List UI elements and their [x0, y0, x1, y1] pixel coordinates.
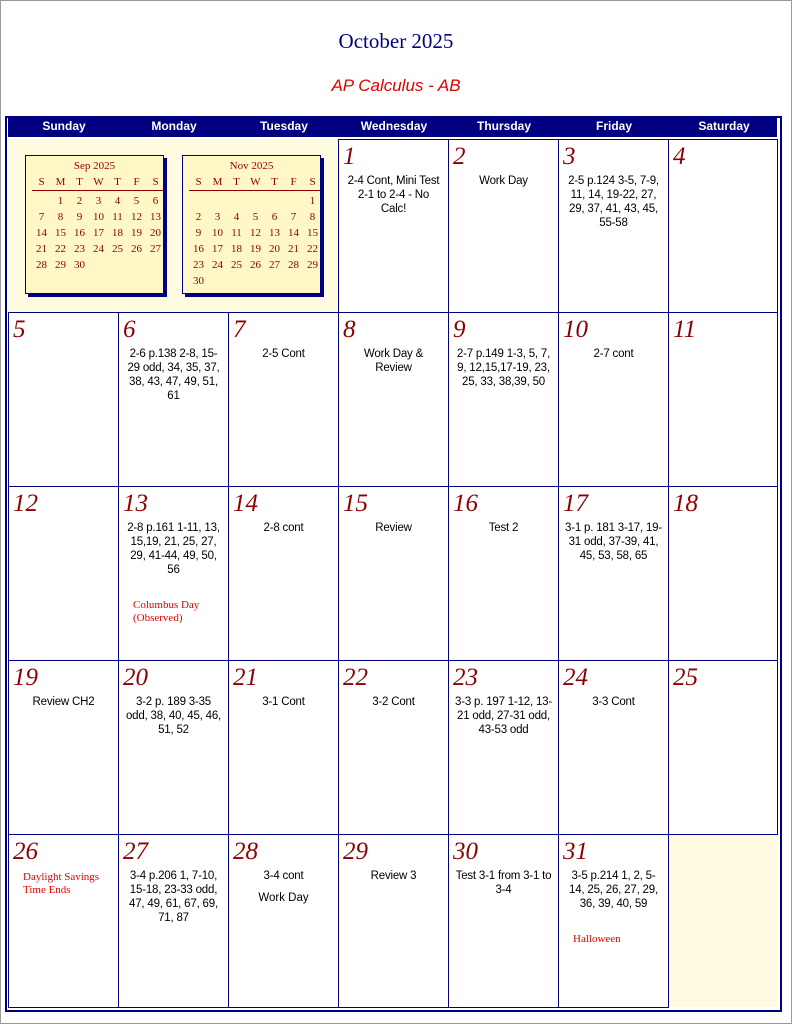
day-note: 3-4 p.206 1, 7-10, 15-18, 23-33 odd, 47, 49, 61, 67, 69, 71, 87: [129, 870, 218, 924]
day-note: 3-2 Cont: [372, 696, 415, 708]
day-cell-15[interactable]: [338, 486, 449, 661]
mini-calendar-day: 29: [55, 259, 66, 271]
day-cell-1[interactable]: [338, 139, 449, 313]
mini-calendar-title: Sep 2025: [73, 160, 116, 172]
day-note: 2-4 Cont, Mini Test 2-1 to 2-4 - No Calc!: [347, 175, 440, 215]
mini-calendar-day: [108, 257, 127, 273]
mini-calendar-day: 10: [212, 227, 223, 239]
mini-calendar-day: 16: [74, 227, 85, 239]
day-note: 2-5 Cont: [262, 348, 305, 360]
mini-calendar-day: 17: [212, 243, 223, 255]
day-number: 25: [673, 664, 698, 691]
mini-calendar-day: 24: [93, 243, 104, 255]
day-cell-13[interactable]: [118, 486, 229, 661]
day-number: 26: [13, 838, 38, 865]
mini-calendar-day: 14: [288, 227, 299, 239]
mini-calendar-day: 5: [133, 195, 140, 207]
mini-calendar-day: [246, 193, 265, 209]
mini-calendar-day: 27: [150, 243, 161, 255]
mini-calendar-day: 4: [233, 211, 240, 223]
mini-calendar-day: [146, 257, 165, 273]
day-number: 5: [13, 316, 26, 343]
mini-calendar-day: 8: [57, 211, 64, 223]
mini-calendar-day: 15: [307, 227, 318, 239]
day-number: 31: [563, 838, 588, 865]
day-note: Work Day & Review: [363, 348, 424, 374]
mini-calendar-day: 22: [55, 243, 66, 255]
mini-calendar-day: 1: [309, 195, 316, 207]
weekday-sunday: Sunday: [42, 119, 86, 133]
day-note: 3-1 Cont: [262, 696, 305, 708]
day-number: 18: [673, 490, 698, 517]
day-cell-3[interactable]: [558, 139, 669, 313]
day-cell-29[interactable]: [338, 834, 449, 1008]
day-cell-11[interactable]: [668, 312, 778, 487]
mini-calendar-day: 28: [288, 259, 299, 271]
mini-calendar-day: 11: [112, 211, 123, 223]
mini-calendar-day: 12: [250, 227, 261, 239]
mini-calendar-day: [284, 193, 303, 209]
day-number: 20: [123, 664, 148, 691]
weekday-thursday: Thursday: [476, 119, 531, 133]
mini-calendar-day: 2: [76, 195, 83, 207]
day-number: 2: [453, 143, 466, 170]
mini-calendar-day: 12: [131, 211, 142, 223]
mini-calendar-day: 7: [290, 211, 297, 223]
day-note: 3-2 p. 189 3-35 odd, 38, 40, 45, 46, 51, 52: [125, 696, 222, 736]
mini-calendar-day: [284, 273, 303, 289]
day-number: 22: [343, 664, 368, 691]
mini-calendar-day: 9: [76, 211, 83, 223]
weekday-wednesday: Wednesday: [360, 119, 428, 133]
mini-calendar-day: [127, 257, 146, 273]
mini-calendar-day: [227, 273, 246, 289]
day-cell-4[interactable]: [668, 139, 778, 313]
day-cell-28[interactable]: [228, 834, 339, 1008]
day-note: Work Day: [479, 175, 528, 187]
holiday-label: Columbus Day (Observed): [133, 599, 200, 624]
day-note: 3-5 p.214 1, 2, 5-14, 25, 26, 27, 29, 36, 39, 40, 59: [569, 870, 658, 910]
day-note: 2-7 p.149 1-3, 5, 7, 9, 12,15,17-19, 23, 25, 33, 38,39, 50: [456, 348, 551, 388]
day-note: 3-3 p. 197 1-12, 13-21 odd, 27-31 odd, 43-53 odd: [455, 696, 553, 736]
mini-calendar-day: 25: [112, 243, 123, 255]
mini-calendar-sep: [25, 155, 164, 294]
day-cell-5[interactable]: [8, 312, 119, 487]
mini-calendar-day: [303, 273, 322, 289]
mini-calendar-day: [189, 193, 208, 209]
day-note: 3-1 p. 181 3-17, 19-31 odd, 37-39, 41, 45, 53, 58, 65: [565, 522, 663, 562]
mini-calendar-day: 8: [309, 211, 316, 223]
mini-calendar-day: 3: [95, 195, 102, 207]
day-number: 11: [673, 316, 697, 343]
day-number: 4: [673, 143, 686, 170]
mini-calendar-day: 20: [269, 243, 280, 255]
day-cell-8[interactable]: [338, 312, 449, 487]
mini-calendar-day: 7: [38, 211, 45, 223]
mini-calendar-day: 23: [193, 259, 204, 271]
day-number: 30: [453, 838, 478, 865]
mini-calendar-title: Nov 2025: [229, 160, 274, 172]
day-cell-27[interactable]: [118, 834, 229, 1008]
day-number: 28: [233, 838, 258, 865]
mini-calendar-day: 19: [250, 243, 261, 255]
mini-calendar-day: [246, 273, 265, 289]
day-number: 3: [563, 143, 576, 170]
mini-calendar-day: 4: [114, 195, 121, 207]
day-number: 21: [233, 664, 258, 691]
day-cell-16[interactable]: [448, 486, 559, 661]
weekday-tuesday: Tuesday: [260, 119, 308, 133]
day-cell-31[interactable]: [558, 834, 669, 1008]
mini-calendar-day: 6: [152, 195, 159, 207]
mini-calendar-day: 26: [131, 243, 142, 255]
mini-calendar-day: 18: [231, 243, 242, 255]
mini-calendar-day: 9: [195, 227, 202, 239]
day-number: 17: [563, 490, 588, 517]
day-note-secondary: Work Day: [258, 892, 309, 904]
mini-calendar-day: [208, 193, 227, 209]
mini-calendar-day: 24: [212, 259, 223, 271]
day-note: Test 3-1 from 3-1 to 3-4: [455, 870, 552, 896]
day-cell-24[interactable]: [558, 660, 669, 835]
mini-calendar-day: 29: [307, 259, 318, 271]
day-number: 9: [453, 316, 466, 343]
day-cell-25[interactable]: [668, 660, 778, 835]
mini-calendar-day: 20: [150, 227, 161, 239]
mini-calendar-day: [89, 257, 108, 273]
day-note: 2-6 p.138 2-8, 15-29 odd, 34, 35, 37, 38, 43, 47, 49, 51, 61: [127, 348, 220, 402]
mini-calendar-days: [32, 193, 163, 273]
day-number: 6: [123, 316, 136, 343]
day-cell-17[interactable]: [558, 486, 669, 661]
mini-calendar-day: 13: [269, 227, 280, 239]
day-cell-2[interactable]: [448, 139, 559, 313]
mini-calendar-day: 19: [131, 227, 142, 239]
mini-calendar-day: 22: [307, 243, 318, 255]
mini-calendar-day: 15: [55, 227, 66, 239]
day-note: 2-8 p.161 1-11, 13, 15,19, 21, 25, 27, 29, 41-44, 49, 50, 56: [127, 522, 220, 576]
day-note: 3-3 Cont: [592, 696, 635, 708]
day-number: 27: [123, 838, 148, 865]
mini-calendar-day: 3: [214, 211, 221, 223]
mini-calendar-day: 5: [252, 211, 259, 223]
mini-calendar-day: 30: [74, 259, 85, 271]
mini-calendar-day: 6: [271, 211, 278, 223]
day-number: 19: [13, 664, 38, 691]
mini-calendar-day: 18: [112, 227, 123, 239]
day-cell-19[interactable]: [8, 660, 119, 835]
mini-calendar-day: 10: [93, 211, 104, 223]
weekday-saturday: Saturday: [698, 119, 750, 133]
mini-calendar-day: 2: [195, 211, 202, 223]
day-note: 2-5 p.124 3-5, 7-9, 11, 14, 19-22, 27, 29, 37, 41, 43, 45, 55-58: [568, 175, 659, 229]
day-cell-26[interactable]: [8, 834, 119, 1008]
weekday-monday: Monday: [151, 119, 197, 133]
day-number: 24: [563, 664, 588, 691]
mini-calendar-day: 23: [74, 243, 85, 255]
day-number: 13: [123, 490, 148, 517]
day-cell-22[interactable]: [338, 660, 449, 835]
mini-calendar-day: [208, 273, 227, 289]
day-note: 3-4 cont: [263, 870, 304, 882]
mini-calendar-day: 26: [250, 259, 261, 271]
mini-calendar-day: 17: [93, 227, 104, 239]
mini-calendar-day: 13: [150, 211, 161, 223]
course-subtitle: AP Calculus - AB: [331, 76, 461, 95]
day-note: 2-8 cont: [263, 522, 304, 534]
day-number: 16: [453, 490, 478, 517]
day-number: 1: [343, 143, 356, 170]
mini-calendar-day: 21: [288, 243, 299, 255]
day-note: Review CH2: [32, 696, 95, 708]
weekday-friday: Friday: [595, 119, 632, 133]
mini-calendar-day: 27: [269, 259, 280, 271]
day-number: 29: [343, 838, 368, 865]
mini-calendar-day: 11: [231, 227, 242, 239]
day-cell-18[interactable]: [668, 486, 778, 661]
mini-calendar-day: 25: [231, 259, 242, 271]
mini-calendar-day: 28: [36, 259, 47, 271]
day-cell-10[interactable]: [558, 312, 669, 487]
mini-calendar-weekdays: S M T W T F S: [189, 174, 320, 191]
day-cell-21[interactable]: [228, 660, 339, 835]
day-note: Test 2: [488, 522, 519, 534]
day-cell-6[interactable]: [118, 312, 229, 487]
holiday-label: Halloween: [573, 933, 621, 945]
day-cell-20[interactable]: [118, 660, 229, 835]
mini-calendar-day: 1: [57, 195, 64, 207]
day-cell-12[interactable]: [8, 486, 119, 661]
mini-calendar-day: [227, 193, 246, 209]
day-number: 12: [13, 490, 38, 517]
day-cell-9[interactable]: [448, 312, 559, 487]
mini-calendar-nov: [182, 155, 321, 294]
next-month-area: [669, 835, 777, 1007]
calendar-title: October 2025: [338, 29, 454, 53]
holiday-label: Daylight Savings Time Ends: [23, 871, 100, 896]
mini-calendar-days: [189, 193, 320, 289]
mini-calendar-weekdays: S M T W T F S: [32, 174, 163, 191]
day-cell-30[interactable]: [448, 834, 559, 1008]
day-number: 23: [453, 664, 478, 691]
mini-calendar-day: [265, 193, 284, 209]
day-number: 15: [343, 490, 368, 517]
mini-calendar-day: 21: [36, 243, 47, 255]
mini-calendar-day: 16: [193, 243, 204, 255]
mini-calendar-day: 14: [36, 227, 47, 239]
mini-calendar-day: [265, 273, 284, 289]
day-note: 2-7 cont: [593, 348, 634, 360]
day-note: Review: [375, 522, 412, 534]
day-cell-14[interactable]: [228, 486, 339, 661]
day-number: 10: [563, 316, 588, 343]
day-number: 14: [233, 490, 258, 517]
day-cell-7[interactable]: [228, 312, 339, 487]
day-number: 7: [233, 316, 246, 343]
day-cell-23[interactable]: [448, 660, 559, 835]
day-note: Review 3: [370, 870, 417, 882]
day-number: 8: [343, 316, 356, 343]
mini-calendar-day: [32, 193, 51, 209]
mini-calendar-day: 30: [193, 275, 204, 287]
